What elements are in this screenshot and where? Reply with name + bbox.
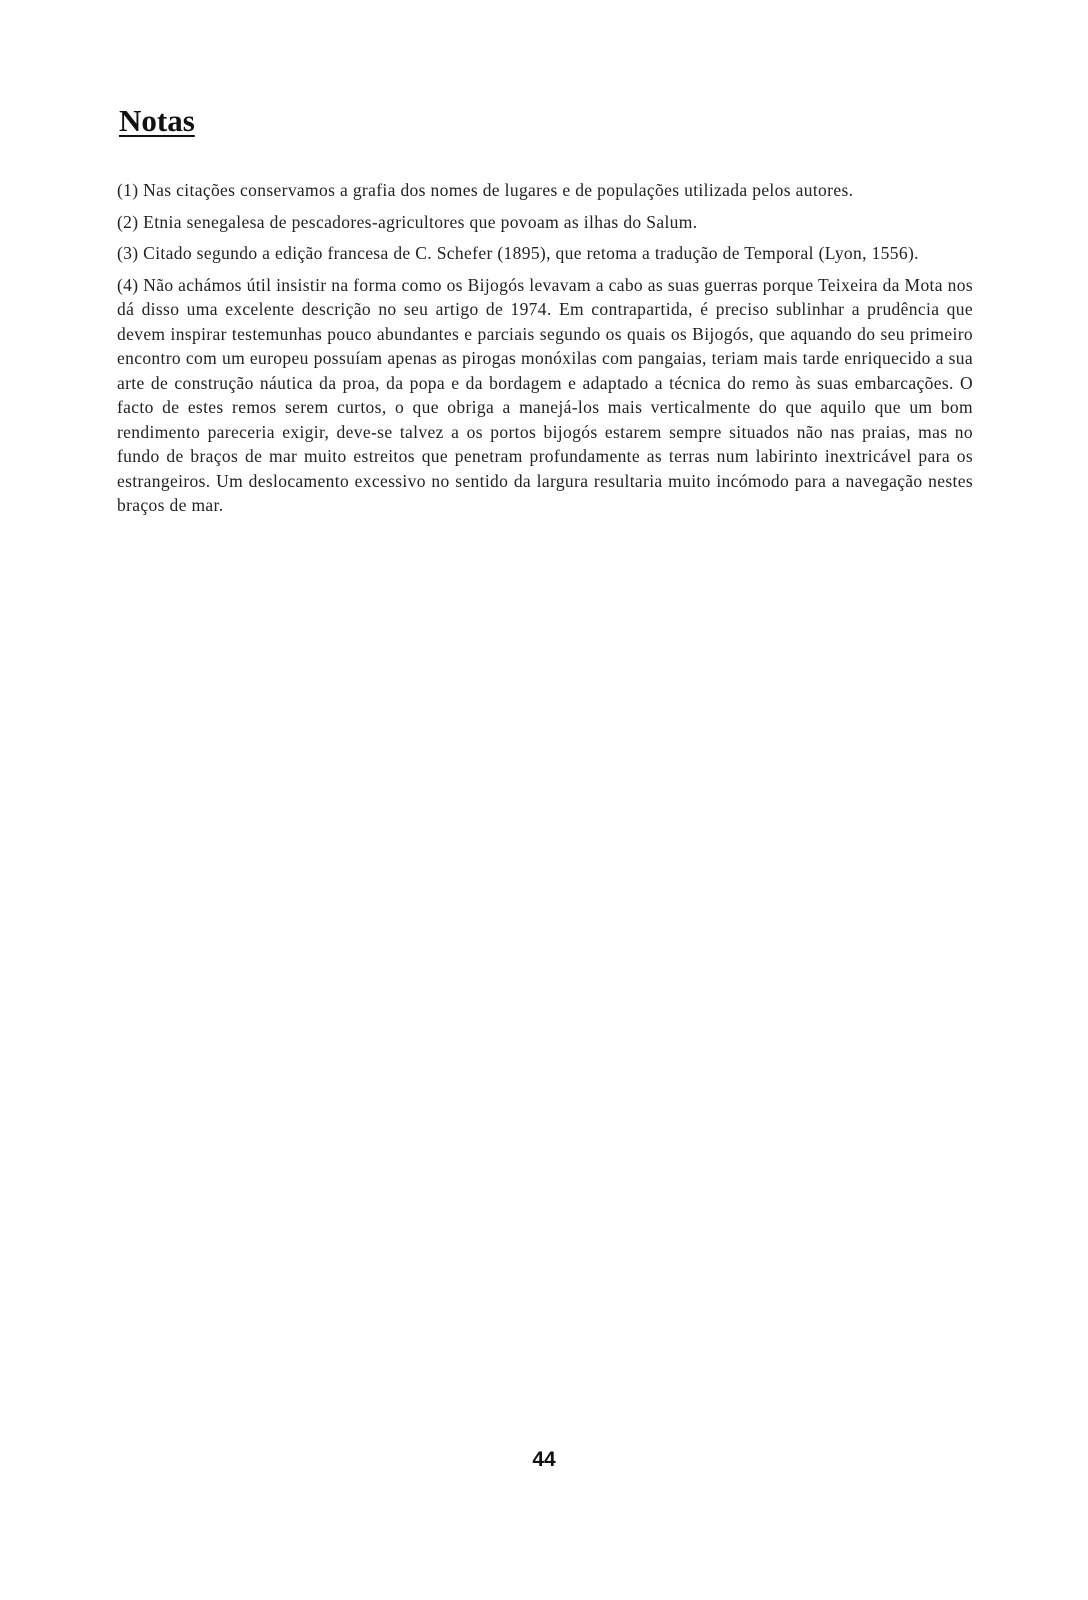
- notes-heading: Notas: [119, 103, 195, 138]
- note-2: (2) Etnia senegalesa de pescadores-agricultores que povoam as ilhas do Salum.: [117, 211, 698, 232]
- notes-list: [117, 178, 973, 525]
- page-number: 44: [532, 1448, 556, 1471]
- note-3: (3) Citado segundo a edição francesa de C. Schefer (1895), que retoma a tradução de Temporal (Lyon, 1556).: [117, 243, 919, 263]
- note-1: (1) Nas citações conservamos a grafia dos nomes de lugares e de populações utilizada pelos autores.: [117, 180, 854, 200]
- note-4: (4) Não achámos útil insistir na forma como os Bijogós levavam a cabo as suas guerras porque Teixeira da Mota nos dá disso uma excelente descrição no seu artigo de 1974. Em contrapartida, é preciso sublinhar a prudência que devem inspirar testemunhas pouco abundantes e parciais segundo os quais os Bijogós, que aquando do seu primeiro encontro com um europeu possuíam apenas as pirogas monóxilas com pangaias, teriam mais tarde enriquecido a sua arte de construção náutica da proa, da popa e da bordagem e adaptado a técnica do remo às suas embarcações. O facto de estes remos serem curtos, o que obriga a manejá-los mais verticalmente do que aquilo que um bom rendimento pareceria exigir, deve-se talvez a os portos bijogós estarem sempre situados não nas praias, mas no fundo de braços de mar muito estreitos que penetram profundamente as terras num labirinto inextricável para os estrangeiros. Um deslocamento excessivo no sentido da largura resultaria muito incómodo para a navegação nestes braços de mar.: [117, 274, 973, 515]
